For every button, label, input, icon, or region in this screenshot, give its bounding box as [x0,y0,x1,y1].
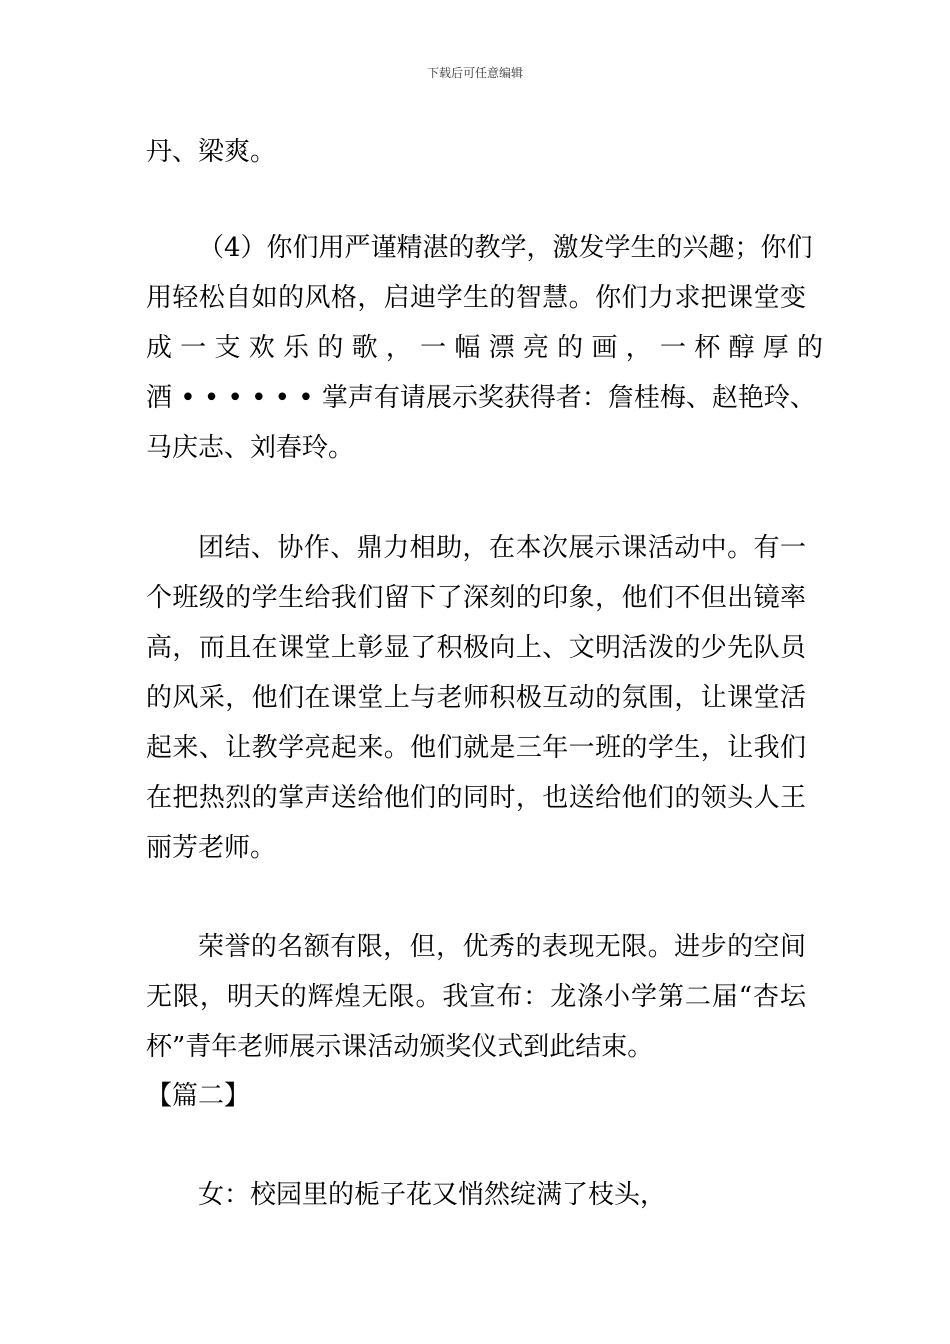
paragraph-line: 团结、协作、鼎力相助，在本次展示课活动中。有一 [198,533,806,563]
paragraph-line: 女：校园里的栀子花又悄然绽满了枝头， [198,1180,667,1210]
paragraph-line: 荣誉的名额有限，但，优秀的表现无限。进步的空间 [198,932,806,962]
paragraph-line: 高，而且在课堂上彰显了积极向上、文明活泼的少先队员 [146,633,806,663]
paragraph-line: 杯”青年老师展示课活动颁奖仪式到此结束。 [146,1032,654,1062]
paragraph-line: 成 一 支 欢 乐 的 歌 ， 一 幅 漂 亮 的 画 ， 一 杯 醇 厚 的 [146,333,824,363]
paragraph-line: 在把热烈的掌声送给他们的同时，也送给他们的领头人王 [146,783,806,813]
paragraph-line: 用轻松自如的风格，启迪学生的智慧。你们力求把课堂变 [146,283,806,313]
paragraph-line: 丽芳老师。 [146,833,277,863]
page-header: 下载后可任意编辑 [426,66,523,80]
paragraph-line: （4）你们用严谨精湛的教学，激发学生的兴趣；你们 [198,233,813,263]
paragraph-line: 的风采，他们在课堂上与老师积极互动的氛围，让课堂活 [146,683,806,713]
paragraph-line: 马庆志、刘春玲。 [146,433,355,463]
paragraph-line: 个班级的学生给我们留下了深刻的印象，他们不但出镜率 [146,583,806,613]
paragraph-line: 起来、让教学亮起来。他们就是三年一班的学生，让我们 [146,733,806,763]
paragraph-line: 酒 • • • • • • 掌声有请展示奖获得者：詹桂梅、赵艳玲、 [146,383,816,413]
paragraph-line: 无限，明天的辉煌无限。我宣布：龙涤小学第二届“杏坛 [146,982,806,1012]
section-heading: 【篇二】 [146,1081,251,1111]
paragraph-line: 丹、梁爽。 [146,137,277,167]
